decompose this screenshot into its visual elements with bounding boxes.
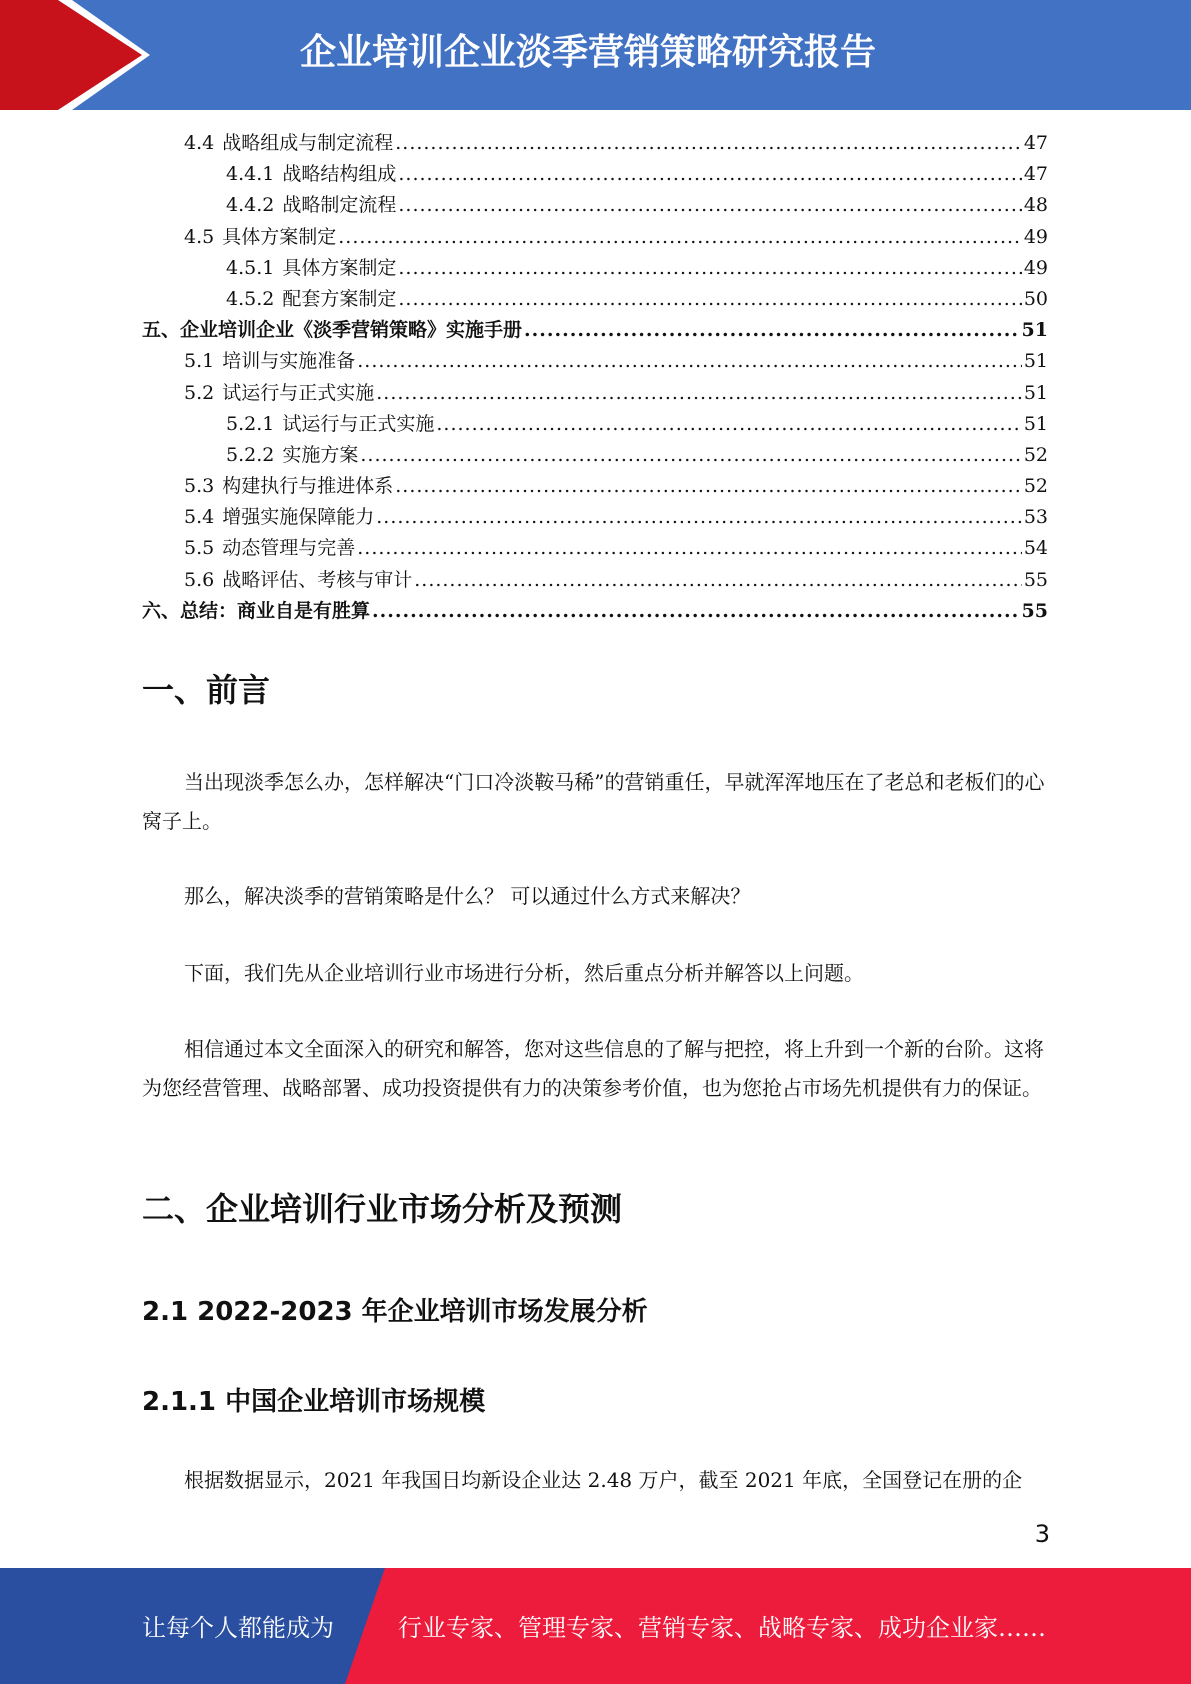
toc-dot-leader (398, 284, 1021, 315)
toc-dot-leader (436, 409, 1021, 440)
toc-dot-leader (360, 440, 1021, 471)
toc-entry-number: 4.4.2 (226, 194, 275, 217)
toc-dot-leader (372, 596, 1020, 627)
toc-entry[interactable] (142, 190, 1048, 221)
toc-entry[interactable] (142, 409, 1048, 440)
toc-entry[interactable] (142, 502, 1048, 533)
toc-entry[interactable] (142, 284, 1048, 315)
toc-entry-page: 51 (1021, 319, 1048, 342)
toc-dot-leader (398, 159, 1021, 190)
toc-entry-number: 5.2.1 (226, 412, 275, 435)
toc-dot-leader (338, 222, 1022, 253)
toc-entry[interactable] (142, 222, 1048, 253)
toc-entry-page: 47 (1023, 163, 1048, 186)
toc-entry-page: 51 (1023, 381, 1048, 404)
toc-entry-page: 52 (1023, 475, 1048, 498)
section-heading-market-analysis: 二、企业培训行业市场分析及预测 (142, 1190, 623, 1228)
toc-entry-number: 4.5.2 (226, 287, 275, 310)
header-chevron-decoration (0, 0, 160, 110)
page-header (0, 0, 1191, 110)
toc-entry-title: 战略评估、考核与审计 (222, 568, 413, 591)
toc-entry-number: 4.4.1 (226, 163, 275, 186)
toc-entry-number: 4.5.1 (226, 256, 275, 279)
toc-entry-page: 48 (1023, 194, 1048, 217)
footer-slogan-right: 行业专家、管理专家、营销专家、战略专家、成功企业家…… (398, 1614, 1046, 1642)
toc-entry-number: 4.4 (184, 132, 215, 154)
toc-entry[interactable] (142, 315, 1048, 346)
toc-entry-title: 实施方案 (282, 443, 359, 466)
toc-dot-leader (376, 378, 1022, 409)
toc-entry-title: 战略结构组成 (282, 163, 397, 186)
toc-entry[interactable] (142, 596, 1048, 627)
toc-entry-title: 六、总结：商业自是有胜算 (142, 599, 371, 622)
toc-entry-page: 51 (1023, 412, 1048, 435)
toc-entry-page: 51 (1023, 350, 1048, 373)
toc-entry-page: 54 (1023, 537, 1048, 560)
toc-entry-page: 52 (1023, 443, 1048, 466)
toc-entry[interactable] (142, 128, 1048, 159)
page-footer (0, 1568, 1191, 1684)
preface-paragraph-2: 那么，解决淡季的营销策略是什么？ 可以通过什么方式来解决？ (184, 884, 751, 908)
toc-entry-title: 试运行与正式实施 (222, 381, 375, 404)
toc-dot-leader (357, 346, 1022, 377)
toc-entry[interactable] (142, 471, 1048, 502)
toc-entry-title: 具体方案制定 (282, 256, 397, 279)
toc-entry-number: 5.6 (184, 568, 215, 591)
toc-dot-leader (398, 190, 1021, 221)
toc-entry[interactable] (142, 346, 1048, 377)
preface-paragraph-4: 相信通过本文全面深入的研究和解答，您对这些信息的了解与把控，将上升到一个新的台阶。这将为您经营管理、战略部署、成功投资提供有力的决策参考价值，也为您抢占市场先机提供有力的保证。 (142, 1037, 1044, 1100)
toc-entry-number: 4.5 (184, 225, 215, 248)
toc-entry-number: 5.1 (184, 350, 215, 373)
toc-entry-title: 配套方案制定 (282, 287, 397, 310)
toc-entry-title: 试运行与正式实施 (282, 412, 435, 435)
toc-entry-number: 5.5 (184, 537, 215, 560)
toc-entry[interactable] (142, 378, 1048, 409)
toc-dot-leader (524, 315, 1020, 346)
toc-entry-title: 培训与实施准备 (222, 350, 356, 373)
toc-dot-leader (376, 502, 1022, 533)
toc-entry-title: 战略制定流程 (282, 194, 397, 217)
toc-entry-page: 47 (1023, 132, 1048, 154)
header-title: 企业培训企业淡季营销策略研究报告 (300, 32, 877, 73)
toc-entry-page: 49 (1023, 256, 1048, 279)
subsection-heading-2-1-1: 2.1.1 中国企业培训市场规模 (142, 1387, 486, 1417)
table-of-contents (142, 128, 1048, 627)
toc-dot-leader (395, 471, 1022, 502)
section-heading-preface: 一、前言 (142, 671, 271, 709)
toc-entry-title: 动态管理与完善 (222, 537, 356, 560)
toc-dot-leader (395, 128, 1022, 159)
toc-entry-page: 50 (1023, 287, 1048, 310)
toc-dot-leader (398, 253, 1021, 284)
toc-entry-title: 战略组成与制定流程 (222, 132, 394, 154)
market-size-paragraph: 根据数据显示，2021 年我国日均新设企业达 2.48 万户，截至 2021 年底，全国登记在册的企 (184, 1468, 1023, 1492)
toc-entry[interactable] (142, 159, 1048, 190)
subsection-heading-2-1: 2.1 2022-2023 年企业培训市场发展分析 (142, 1297, 648, 1327)
toc-entry[interactable] (142, 440, 1048, 471)
toc-entry-number: 5.2.2 (226, 443, 275, 466)
toc-entry-number: 5.2 (184, 381, 215, 404)
toc-entry[interactable] (142, 253, 1048, 284)
toc-entry[interactable] (142, 533, 1048, 564)
toc-entry-title: 五、企业培训企业《淡季营销策略》实施手册 (142, 319, 523, 342)
toc-entry-page: 53 (1023, 506, 1048, 529)
toc-entry-title: 具体方案制定 (222, 225, 337, 248)
toc-entry-title: 构建执行与推进体系 (222, 475, 394, 498)
toc-entry-number: 5.4 (184, 506, 215, 529)
preface-paragraph-3: 下面，我们先从企业培训行业市场进行分析，然后重点分析并解答以上问题。 (184, 961, 864, 985)
toc-entry[interactable] (142, 565, 1048, 596)
page-number: 3 (1034, 1520, 1050, 1548)
toc-entry-page: 55 (1023, 568, 1048, 591)
toc-entry-page: 49 (1023, 225, 1048, 248)
preface-paragraph-1: 当出现淡季怎么办，怎样解决“门口冷淡鞍马稀”的营销重任，早就浑浑地压在了老总和老板们的心窝子上。 (142, 770, 1045, 833)
footer-slogan-left: 让每个人都能成为 (142, 1614, 334, 1642)
toc-entry-page: 55 (1021, 599, 1048, 622)
toc-dot-leader (414, 565, 1022, 596)
toc-entry-title: 增强实施保障能力 (222, 506, 375, 529)
toc-entry-number: 5.3 (184, 475, 215, 498)
toc-dot-leader (357, 533, 1022, 564)
